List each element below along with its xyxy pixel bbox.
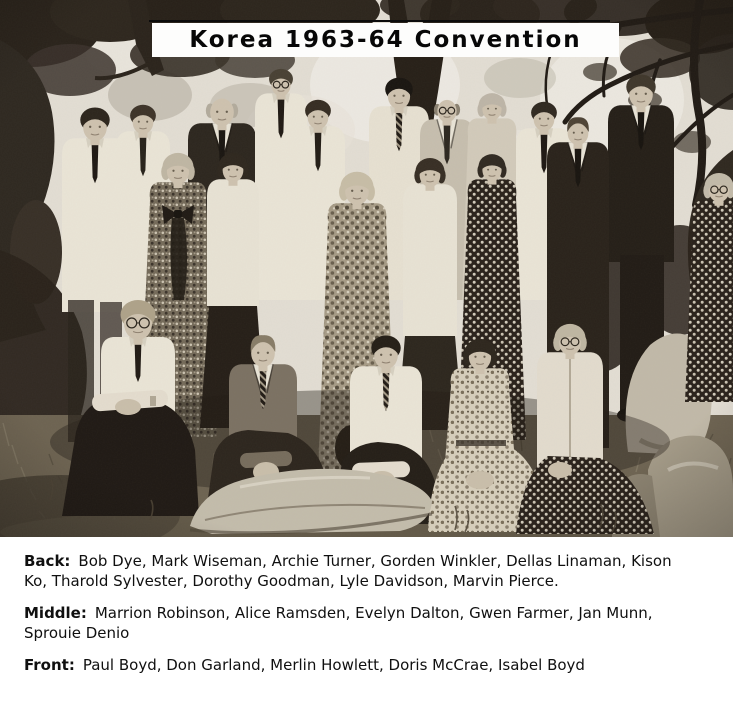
caption-line: Marrion Robinson, Alice Ramsden, Evelyn Dalton, Gwen Farmer, Jan Munn, [94, 604, 653, 622]
caption-line: Paul Boyd, Don Garland, Merlin Howlett, Doris McCrae, Isabel Boyd [82, 656, 585, 674]
caption-label-back: Back: [24, 552, 71, 570]
caption-label-middle: Middle: [24, 604, 87, 622]
title-banner [152, 23, 619, 57]
caption-row-back [24, 551, 727, 591]
banner-top-rule [149, 20, 610, 22]
caption-line: Bob Dye, Mark Wiseman, Archie Turner, Gorden Winkler, Dellas Linaman, Kison [78, 552, 672, 570]
caption-block [0, 537, 733, 723]
caption-row-front [24, 655, 727, 675]
caption-line: Sprouie Denio [24, 624, 130, 642]
caption-label-front: Front: [24, 656, 75, 674]
caption-row-middle [24, 603, 727, 643]
photo-title: Korea 1963-64 Convention [189, 27, 582, 53]
caption-line: Ko, Tharold Sylvester, Dorothy Goodman, Lyle Davidson, Marvin Pierce. [24, 572, 559, 590]
